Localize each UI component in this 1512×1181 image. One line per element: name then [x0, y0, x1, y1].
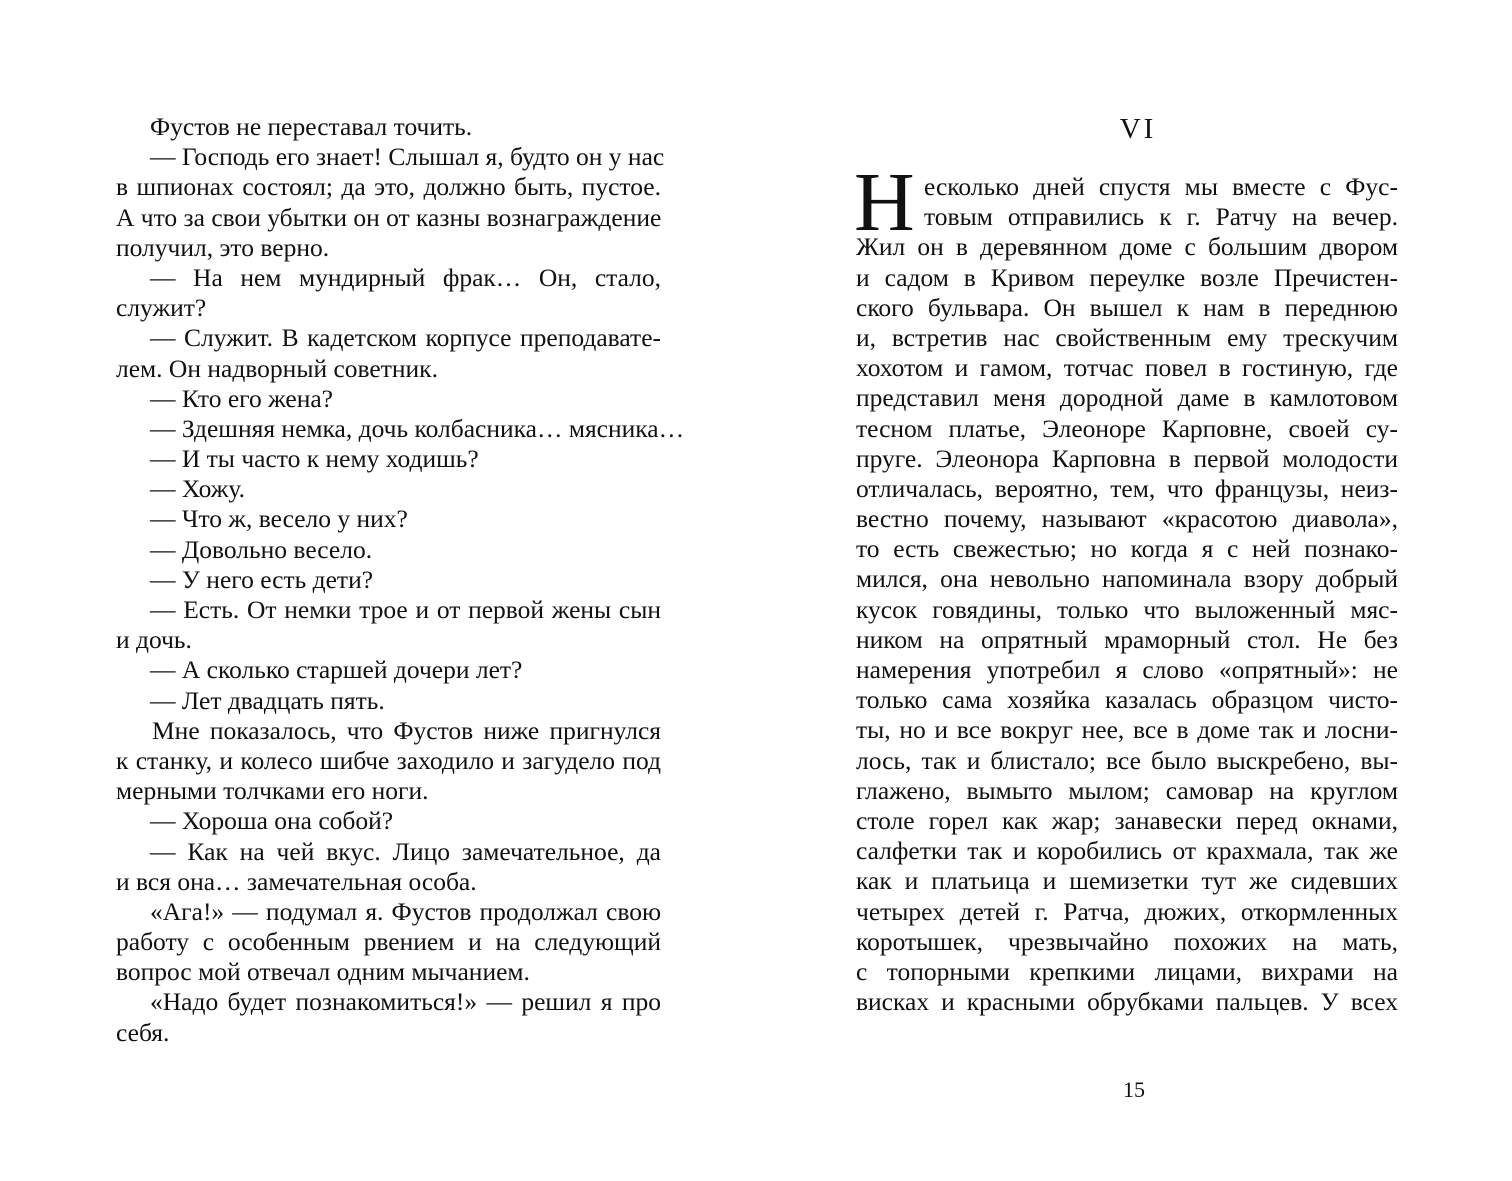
text-line: — Хороша она собой?	[150, 806, 394, 836]
text-line: хохотом и гамом, тотчас повел в гостиную, где	[856, 353, 1398, 383]
text-line: Жил он в деревянном доме с большим двором	[856, 232, 1398, 262]
text-line: ником на опрятный мраморный стол. Не без	[856, 624, 1398, 654]
text-line: пруге. Элеонора Карповна в первой молодости	[856, 443, 1398, 473]
left-page-text	[116, 112, 685, 1048]
text-line: — Что ж, весело у них?	[150, 504, 408, 534]
text-line: к станку, и колесо шибче заходило и загудело под	[116, 745, 661, 775]
text-line: себя.	[116, 1017, 170, 1047]
text-line: — У него есть дети?	[150, 564, 374, 594]
text-line: отличалась, вероятно, тем, что французы, неиз-	[856, 473, 1398, 503]
text-line: ты, но и все вокруг нее, все в доме так и лосни-	[856, 715, 1398, 745]
text-line: — Господь его знает! Слышал я, будто он у нас	[150, 142, 665, 172]
text-line: вестно почему, называют «красотою диавола»,	[856, 504, 1398, 534]
text-line: тесном платье, Элеоноре Карповне, своей су-	[856, 413, 1398, 443]
text-line: — Довольно весело.	[150, 534, 373, 564]
text-line: как и платьица и шемизетки тут же сидевших	[856, 866, 1398, 896]
text-line: — Кто его жена?	[150, 383, 333, 413]
text-line: с топорными крепкими лицами, вихрами на	[856, 956, 1398, 986]
text-line: и вся она… замечательная особа.	[116, 866, 477, 896]
right-page-text	[856, 172, 1398, 1017]
text-line: кусок говядины, только что выложенный мяс-	[856, 594, 1398, 624]
text-line: — Хожу.	[150, 474, 245, 504]
text-line: получил, это верно.	[116, 232, 330, 262]
drop-cap: Н	[854, 156, 915, 249]
text-line: и, встретив нас свойственным ему трескучим	[856, 322, 1398, 352]
text-line: коротышек, чрезвычайно похожих на мать,	[856, 926, 1398, 956]
text-line: лось, так и блистало; все было выскребено, вы-	[856, 745, 1398, 775]
text-line: и дочь.	[116, 625, 192, 655]
text-line: четырех детей г. Ратча, дюжих, откормленных	[856, 896, 1398, 926]
text-line: — Здешняя немка, дочь колбасника… мясника…	[150, 413, 685, 443]
text-line: представил меня дородной даме в камлотовом	[856, 383, 1398, 413]
text-line: висках и красными обрубками пальцев. У всех	[856, 987, 1398, 1017]
text-line: — Как на чей вкус. Лицо замечательное, да	[150, 836, 661, 866]
page-number: 15	[1123, 1077, 1145, 1102]
right-page	[756, 0, 1512, 1181]
text-line: мился, она невольно напоминала взору добрый	[856, 564, 1398, 594]
text-line: — Лет двадцать пять.	[150, 685, 385, 715]
text-line: вопрос мой отвечал одним мычанием.	[116, 957, 530, 987]
text-line: — На нем мундирный фрак… Он, стало,	[150, 262, 661, 292]
text-line: Мне показалось, что Фустов ниже пригнулся	[152, 715, 661, 745]
text-line: мерными толчками его ноги.	[116, 776, 429, 806]
text-line: намерения употребил я слово «опрятный»: не	[856, 655, 1398, 684]
text-line: есколько дней спустя мы вместе с Фус-	[924, 172, 1398, 201]
text-line: салфетки так и коробились от крахмала, так же	[856, 836, 1398, 866]
text-line: в шпионах состоял; да это, должно быть, пустое.	[116, 172, 661, 202]
text-line: А что за свои убытки он от казны вознаграждение	[116, 202, 662, 232]
text-line: — А сколько старшей дочери лет?	[150, 655, 523, 685]
text-line: лем. Он надворный советник.	[116, 353, 438, 383]
text-line: работу с особенным рвением и на следующий	[116, 927, 661, 957]
text-line: — И ты часто к нему ходишь?	[150, 444, 479, 474]
text-line: «Ага!» — подумал я. Фустов продолжал свою	[150, 896, 661, 926]
text-line: служит?	[116, 293, 207, 323]
text-line: Фустов не переставал точить.	[150, 112, 473, 141]
text-line: и садом в Кривом переулке возле Пречистен-	[856, 262, 1398, 292]
text-line: «Надо будет познакомиться!» — решил я про	[150, 987, 661, 1017]
chapter-title: VI	[1119, 113, 1157, 145]
text-line: столе горел как жар; занавески перед окнами,	[856, 805, 1398, 835]
text-line: только сама хозяйка казалась образцом чисто-	[856, 685, 1398, 715]
text-line: — Служит. В кадетском корпусе преподавате-	[150, 323, 661, 353]
text-line: глажено, вымыто мылом; самовар на круглом	[856, 775, 1398, 805]
text-line: — Есть. От немки трое и от первой жены сын	[150, 595, 661, 624]
text-line: товым отправились к г. Ратчу на вечер.	[924, 202, 1398, 232]
text-line: то есть свежестью; но когда я с ней познако-	[856, 534, 1398, 564]
text-line: ского бульвара. Он вышел к нам в переднюю	[856, 292, 1398, 322]
